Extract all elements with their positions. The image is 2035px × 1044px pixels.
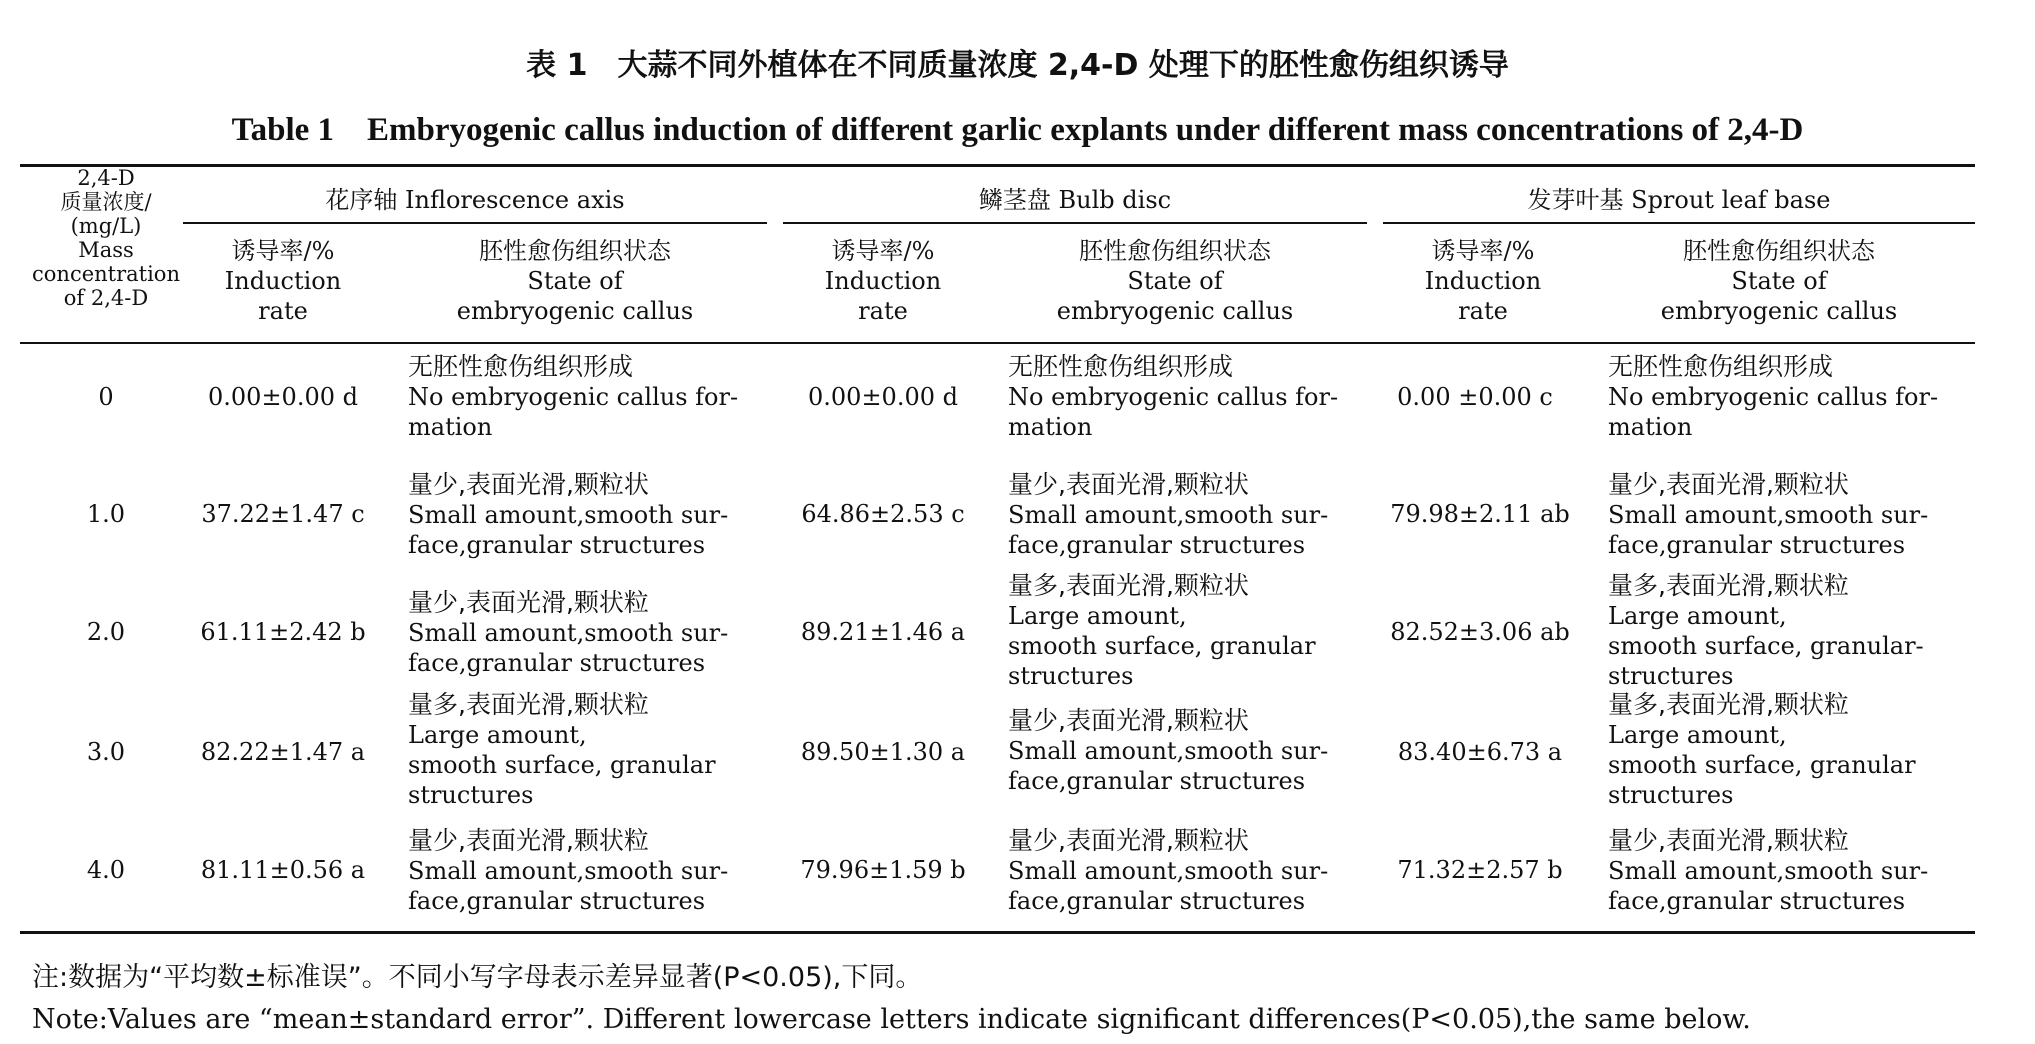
footnote-en: Note:Values are “mean±standard error”. Different lowercase letters indicate significant differences(P<0.05),the same below.: [32, 1004, 1751, 1035]
subheader-line: 胚性愈伤组织状态: [479, 237, 671, 265]
subheader-line: embryogenic callus: [1056, 297, 1294, 325]
induction-rate-cell: 89.50±1.30 a: [800, 738, 966, 766]
group-header-sprout-leaf: 发芽叶基 Sprout leaf base: [1527, 186, 1831, 214]
induction-rate-cell: 64.86±2.53 c: [801, 500, 965, 528]
callus-state-cell: [1608, 690, 1974, 810]
subheader-state: [983, 236, 1367, 326]
subheader-line: Induction: [824, 267, 942, 295]
concentration-cell: 1.0: [86, 500, 126, 528]
state-en: face,granular structures: [1008, 531, 1306, 559]
callus-state-cell: [1008, 571, 1368, 691]
state-en: mation: [1608, 413, 1693, 441]
state-cn: 量少,表面光滑,颗状粒: [408, 826, 649, 855]
state-en: face,granular structures: [408, 887, 706, 915]
callus-state-cell: [1608, 352, 1974, 442]
subheader-line: 胚性愈伤组织状态: [1683, 237, 1875, 265]
group-rule-3: [1383, 222, 1975, 224]
induction-rate-cell: 79.98±2.11 ab: [1390, 500, 1570, 528]
subheader-line: 诱导率/%: [231, 237, 335, 265]
subheader-rate: [783, 236, 983, 326]
induction-rate-cell: 79.96±1.59 b: [800, 856, 966, 884]
concentration-cell: 2.0: [86, 618, 126, 646]
state-en: Small amount,smooth sur-: [1608, 501, 1929, 529]
state-en: structures: [408, 781, 534, 809]
state-cn: 量少,表面光滑,颗粒状: [1008, 706, 1249, 735]
callus-state-cell: [408, 470, 768, 560]
subheader-state: [383, 236, 767, 326]
induction-rate-cell: 71.32±2.57 b: [1397, 856, 1563, 884]
state-en: Small amount,smooth sur-: [1008, 501, 1329, 529]
induction-rate-cell: 0.00±0.00 d: [808, 383, 958, 411]
state-cn: 量少,表面光滑,颗粒状: [1608, 470, 1849, 499]
state-en: smooth surface, granular: [1608, 751, 1916, 779]
subheader-line: embryogenic callus: [456, 297, 694, 325]
stub-header-line: Mass: [78, 238, 134, 262]
callus-state-cell: [1008, 470, 1368, 560]
subheader-line: rate: [858, 297, 908, 325]
callus-state-cell: [1608, 826, 1974, 916]
state-en: face,granular structures: [408, 531, 706, 559]
stub-header-line: concentration: [32, 262, 180, 286]
state-cn: 量多,表面光滑,颗状粒: [1608, 690, 1849, 719]
state-en: Small amount,smooth sur-: [1608, 857, 1929, 885]
state-cn: 量少,表面光滑,颗粒状: [408, 470, 649, 499]
state-en: mation: [1008, 413, 1093, 441]
state-en: Small amount,smooth sur-: [408, 857, 729, 885]
state-en: mation: [408, 413, 493, 441]
state-en: face,granular structures: [408, 649, 706, 677]
subheader-state: [1583, 236, 1975, 326]
subheader-line: 诱导率/%: [1431, 237, 1535, 265]
subheader-rate: [183, 236, 383, 326]
stub-header-line: of 2,4-D: [63, 286, 149, 310]
stub-header-line: 2,4-D: [77, 166, 135, 190]
concentration-cell: 4.0: [86, 856, 126, 884]
state-en: face,granular structures: [1608, 887, 1906, 915]
state-cn: 量多,表面光滑,颗粒状: [1008, 571, 1249, 600]
callus-state-cell: [1608, 470, 1974, 560]
group-header-bulb-disc: 鳞茎盘 Bulb disc: [978, 186, 1172, 214]
subheader-line: Induction: [1424, 267, 1542, 295]
state-en: Large amount,: [408, 721, 587, 749]
state-en: No embryogenic callus for-: [1008, 383, 1339, 411]
state-cn: 无胚性愈伤组织形成: [1608, 352, 1834, 381]
stub-header-line: 质量浓度/: [60, 190, 152, 214]
induction-rate-cell: 37.22±1.47 c: [201, 500, 365, 528]
callus-state-cell: [408, 588, 768, 678]
state-cn: 量多,表面光滑,颗状粒: [1608, 571, 1849, 600]
state-en: face,granular structures: [1008, 887, 1306, 915]
subheader-line: rate: [258, 297, 308, 325]
subheader-line: State of: [1127, 267, 1223, 295]
subheader-line: 诱导率/%: [831, 237, 935, 265]
state-en: Large amount,: [1608, 602, 1787, 630]
state-en: face,granular structures: [1608, 531, 1906, 559]
state-en: smooth surface, granular: [408, 751, 716, 779]
induction-rate-cell: 0.00 ±0.00 c: [1397, 383, 1553, 411]
callus-state-cell: [1008, 706, 1368, 796]
state-en: face,granular structures: [1008, 767, 1306, 795]
state-en: Small amount,smooth sur-: [1008, 737, 1329, 765]
state-en: Small amount,smooth sur-: [408, 619, 729, 647]
state-en: No embryogenic callus for-: [1608, 383, 1939, 411]
induction-rate-cell: 82.22±1.47 a: [200, 738, 366, 766]
state-en: Large amount,: [1608, 721, 1787, 749]
state-en: structures: [1608, 662, 1734, 690]
induction-rate-cell: 82.52±3.06 ab: [1390, 618, 1570, 646]
footnote-cn: 注:数据为“平均数±标准误”。不同小写字母表示差异显著(P<0.05),下同。: [32, 962, 923, 993]
table-title-cn: 表 1 大蒜不同外植体在不同质量浓度 2,4-D 处理下的胚性愈伤组织诱导: [526, 48, 1509, 83]
state-en: Small amount,smooth sur-: [1008, 857, 1329, 885]
state-cn: 无胚性愈伤组织形成: [408, 352, 634, 381]
concentration-cell: 3.0: [86, 738, 126, 766]
group-rule-1: [183, 222, 767, 224]
state-en: Large amount,: [1008, 602, 1187, 630]
callus-state-cell: [408, 826, 768, 916]
state-cn: 量少,表面光滑,颗状粒: [408, 588, 649, 617]
state-cn: 量少,表面光滑,颗状粒: [1608, 826, 1849, 855]
induction-rate-cell: 81.11±0.56 a: [200, 856, 366, 884]
state-en: Small amount,smooth sur-: [408, 501, 729, 529]
subheader-line: Induction: [224, 267, 342, 295]
state-cn: 量多,表面光滑,颗状粒: [408, 690, 649, 719]
stub-header: [20, 166, 192, 310]
header-rule: [20, 342, 1975, 344]
subheader-rate: [1383, 236, 1583, 326]
table-title-en: Table 1 Embryogenic callus induction of different garlic explants under different mass concentrations of 2,4-D: [231, 112, 1804, 148]
group-header-inflorescence: 花序轴 Inflorescence axis: [325, 186, 625, 214]
state-cn: 量少,表面光滑,颗粒状: [1008, 470, 1249, 499]
induction-rate-cell: 89.21±1.46 a: [800, 618, 966, 646]
callus-state-cell: [1608, 571, 1974, 691]
induction-rate-cell: 0.00±0.00 d: [208, 383, 358, 411]
stub-header-line: (mg/L): [70, 214, 142, 238]
subheader-line: rate: [1458, 297, 1508, 325]
state-cn: 无胚性愈伤组织形成: [1008, 352, 1234, 381]
state-en: smooth surface, granular-: [1608, 632, 1924, 660]
callus-state-cell: [1008, 352, 1368, 442]
state-en: structures: [1608, 781, 1734, 809]
group-rule-2: [783, 222, 1367, 224]
state-en: No embryogenic callus for-: [408, 383, 739, 411]
subheader-line: 胚性愈伤组织状态: [1079, 237, 1271, 265]
callus-state-cell: [1008, 826, 1368, 916]
state-cn: 量少,表面光滑,颗粒状: [1008, 826, 1249, 855]
induction-rate-cell: 61.11±2.42 b: [200, 618, 366, 646]
top-rule: [20, 164, 1975, 167]
subheader-line: State of: [527, 267, 623, 295]
state-en: structures: [1008, 662, 1134, 690]
subheader-line: State of: [1731, 267, 1827, 295]
induction-rate-cell: 83.40±6.73 a: [1397, 738, 1563, 766]
concentration-cell: 0: [98, 383, 114, 411]
subheader-line: embryogenic callus: [1660, 297, 1898, 325]
bottom-rule: [20, 931, 1975, 934]
state-en: smooth surface, granular: [1008, 632, 1316, 660]
callus-state-cell: [408, 690, 768, 810]
callus-state-cell: [408, 352, 768, 442]
